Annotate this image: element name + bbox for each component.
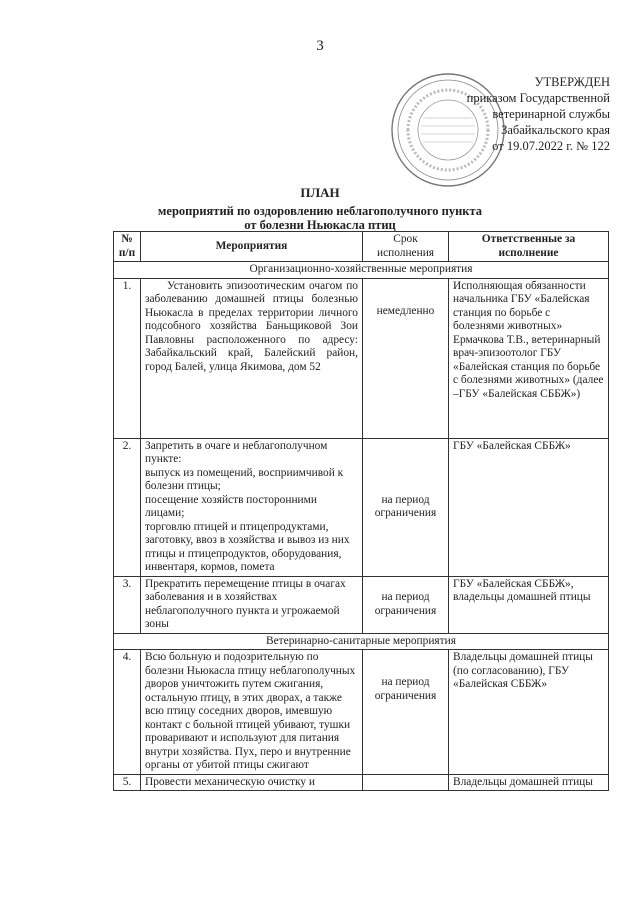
row-responsible: Владельцы домашней птицы [449, 774, 609, 791]
measure-line: торговлю птицей и птицепродуктами, заготовку, ввоз в хозяйства и вывоз из них птицы и птицепродуктов, оборудования, инвентаря, кормов, помета [145, 520, 350, 573]
header-responsible: Ответственные за исполнение [449, 232, 609, 262]
approval-head: УТВЕРЖДЕН [534, 75, 610, 89]
row-responsible: ГБУ «Балейская СББЖ» [449, 438, 609, 576]
header-measure: Мероприятия [141, 232, 363, 262]
row-num: 3. [114, 576, 141, 633]
row-term: на период ограничения [363, 438, 449, 576]
row-num: 2. [114, 438, 141, 576]
row-measure: Прекратить перемещение птицы в очагах заболевания и в хозяйствах неблагополучного пункта и угрожаемой зоны [141, 576, 363, 633]
row-measure: Провести механическую очистку и [141, 774, 363, 791]
approval-line: Забайкальского края [501, 123, 610, 137]
row-term: немедленно [363, 278, 449, 438]
row-num: 5. [114, 774, 141, 791]
approval-line: от 19.07.2022 г. № 122 [492, 139, 610, 153]
title-line-2: от болезни Ньюкасла птиц [244, 218, 396, 232]
header-num: № п/п [114, 232, 141, 262]
plan-table [113, 231, 609, 791]
row-measure: Всю больную и подозрительную по болезни Ньюкасла птицу неблагополучных дворов уничтожить путем сжигания, остальную птицу, в этих дворах, а также всю птицу соседних дворов, имевшую контакт с больной птицей убивают, тушки проваривают и используют для питания внутри хозяйства. Пух, перо и внутренние органы от убитой птицы сжигают [141, 650, 363, 775]
row-responsible: Исполняющая обязанности начальника ГБУ «Балейская станция по борьбе с болезнями животных» Ермачкова Т.В., ветеринарный врач-эпизоотолог ГБУ «Балейская станция по борьбе с болезнями животных» (далее –ГБУ «Балейская СББЖ») [449, 278, 609, 438]
section-row [114, 262, 609, 279]
approval-line: ветеринарной службы [492, 107, 610, 121]
table-row [114, 438, 609, 576]
row-responsible: Владельцы домашней птицы (по согласованию), ГБУ «Балейская СББЖ» [449, 650, 609, 775]
row-responsible: ГБУ «Балейская СББЖ», владельцы домашней птицы [449, 576, 609, 633]
row-measure: Установить эпизоотическим очагом по заболеванию домашней птицы болезнью Ньюкасла в пределах территории личного подсобного хозяйства Баньщиковой Зои Павловны расположенного по адресу: Забайкальский край, Балейский район, город Балей, улица Якимова, дом 52 [141, 278, 363, 438]
approval-stamp [440, 74, 610, 154]
row-term [363, 774, 449, 791]
table-row [114, 576, 609, 633]
title-main: ПЛАН [300, 185, 340, 200]
table-row [114, 650, 609, 775]
table-row [114, 774, 609, 791]
document-title [130, 186, 510, 232]
measure-line: Запретить в очаге и неблагополучном пункте: [145, 439, 328, 465]
row-measure [141, 438, 363, 576]
section-title: Организационно-хозяйственные мероприятия [114, 262, 609, 279]
section-title: Ветеринарно-санитарные мероприятия [114, 633, 609, 650]
title-line-1: мероприятий по оздоровлению неблагополучного пункта [157, 204, 483, 218]
section-row [114, 633, 609, 650]
row-term: на период ограничения [363, 576, 449, 633]
approval-line: приказом Государственной [466, 91, 610, 105]
row-term: на период ограничения [363, 650, 449, 775]
row-num: 4. [114, 650, 141, 775]
row-num: 1. [114, 278, 141, 438]
measure-line: посещение хозяйств посторонними лицами; [145, 493, 317, 519]
page-number: 3 [316, 38, 324, 54]
measure-line: выпуск из помещений, восприимчивой к болезни птицы; [145, 466, 344, 492]
table-header-row [114, 232, 609, 262]
header-term: Срок исполнения [363, 232, 449, 262]
table-row [114, 278, 609, 438]
